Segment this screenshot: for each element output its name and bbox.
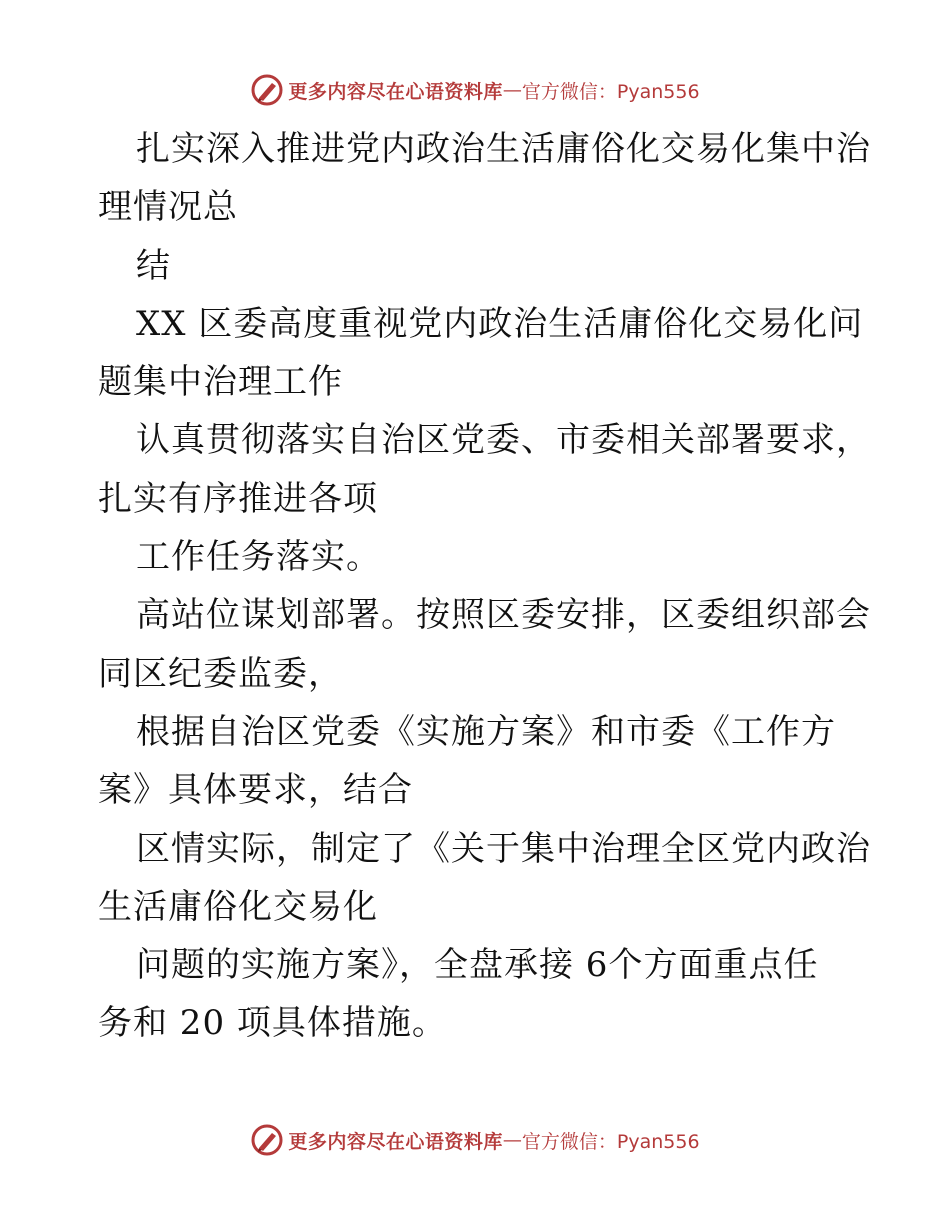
text-line: 结: [136, 245, 171, 286]
text-line: 案》具体要求，结合: [98, 770, 413, 811]
text-line: 工作任务落实。: [136, 537, 381, 578]
pen-logo-icon: [250, 73, 284, 107]
banner-title: 更多内容尽在心语资料库: [288, 1130, 503, 1153]
pen-logo-icon: [250, 1123, 284, 1157]
text-line: 认真贯彻落实自治区党委、市委相关部署要求，: [136, 420, 871, 461]
text-line: 高站位谋划部署。按照区委安排，区委组织部会: [136, 595, 871, 636]
text-line: 扎实有序推进各项: [98, 478, 378, 519]
footer-banner: [0, 1120, 950, 1160]
header-banner: [0, 70, 950, 110]
document-body: [98, 120, 871, 1053]
text-line: 理情况总: [98, 187, 238, 228]
banner-contact: 官方微信：Pyan556: [521, 80, 700, 103]
banner-dash: —: [502, 79, 522, 101]
text-line: 生活庸俗化交易化: [98, 886, 378, 927]
text-line: 问题的实施方案》，全盘承接 6个方面重点任: [136, 945, 819, 986]
text-line: XX 区委高度重视党内政治生活庸俗化交易化问: [136, 303, 864, 344]
text-line: 同区纪委监委，: [98, 653, 343, 694]
banner-contact: 官方微信：Pyan556: [521, 1130, 700, 1153]
banner-title: 更多内容尽在心语资料库: [288, 80, 503, 103]
text-line: 务和 20 项具体措施。: [98, 1003, 447, 1044]
text-line: 扎实深入推进党内政治生活庸俗化交易化集中治: [136, 129, 871, 169]
banner-dash: —: [502, 1129, 522, 1151]
text-line: 区情实际，制定了《关于集中治理全区党内政治: [136, 828, 871, 869]
text-line: 根据自治区党委《实施方案》和市委《工作方: [136, 711, 836, 752]
text-line: 题集中治理工作: [98, 362, 343, 403]
